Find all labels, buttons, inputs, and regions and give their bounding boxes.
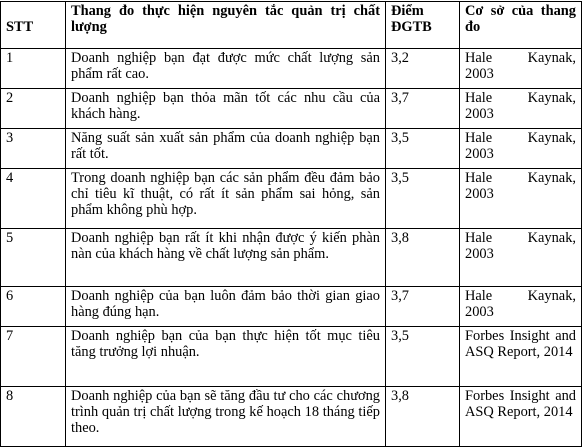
quality-scale-table <box>0 1 582 447</box>
cell-score: 3,5 <box>386 327 460 387</box>
cell-source: Forbes Insight and ASQ Report, 2014 <box>460 387 582 447</box>
cell-source: Hale Kaynak, 2003 <box>460 129 582 169</box>
cell-score: 3,7 <box>386 287 460 327</box>
cell-scale: Trong doanh nghiệp bạn các sản phẩm đều đảm bảo chỉ tiêu kĩ thuật, có rất ít sản phẩm sai hỏng, sản phẩm không phù hợp. <box>66 169 386 229</box>
table-row <box>1 327 582 387</box>
cell-score: 3,8 <box>386 229 460 287</box>
cell-stt: 7 <box>1 327 66 387</box>
cell-scale: Doanh nghiệp của bạn sẽ tăng đầu tư cho các chương trình quản trị chất lượng trong kế hoạch 18 tháng tiếp theo. <box>66 387 386 447</box>
cell-source: Hale Kaynak, 2003 <box>460 89 582 129</box>
table-row <box>1 387 582 447</box>
cell-stt: 2 <box>1 89 66 129</box>
header-source: Cơ sở của thang đo <box>460 2 582 49</box>
cell-source: Hale Kaynak, 2003 <box>460 49 582 89</box>
cell-stt: 8 <box>1 387 66 447</box>
cell-source: Hale Kaynak, 2003 <box>460 287 582 327</box>
cell-scale: Doanh nghiệp bạn của bạn thực hiện tốt mục tiêu tăng trưởng lợi nhuận. <box>66 327 386 387</box>
cell-stt: 4 <box>1 169 66 229</box>
table-row <box>1 229 582 287</box>
cell-source: Hale Kaynak, 2003 <box>460 169 582 229</box>
header-score: Điểm ĐGTB <box>386 2 460 49</box>
cell-scale: Doanh nghiệp bạn thỏa mãn tốt các nhu cầu của khách hàng. <box>66 89 386 129</box>
cell-stt: 5 <box>1 229 66 287</box>
table-header-row <box>1 2 582 49</box>
cell-stt: 6 <box>1 287 66 327</box>
table-row <box>1 287 582 327</box>
cell-stt: 1 <box>1 49 66 89</box>
cell-scale: Doanh nghiệp bạn rất ít khi nhận được ý kiến phàn nàn của khách hàng về chất lượng sản phẩm. <box>66 229 386 287</box>
cell-score: 3,5 <box>386 129 460 169</box>
cell-source: Forbes Insight and ASQ Report, 2014 <box>460 327 582 387</box>
header-stt: STT <box>1 2 66 49</box>
cell-scale: Doanh nghiệp bạn đạt được mức chất lượng sản phẩm rất cao. <box>66 49 386 89</box>
table-row <box>1 169 582 229</box>
cell-score: 3,7 <box>386 89 460 129</box>
cell-score: 3,2 <box>386 49 460 89</box>
cell-source: Hale Kaynak, 2003 <box>460 229 582 287</box>
cell-scale: Năng suất sản xuất sản phẩm của doanh nghiệp bạn rất tốt. <box>66 129 386 169</box>
cell-score: 3,8 <box>386 387 460 447</box>
table-row <box>1 49 582 89</box>
cell-stt: 3 <box>1 129 66 169</box>
cell-score: 3,5 <box>386 169 460 229</box>
header-scale: Thang đo thực hiện nguyên tắc quản trị chất lượng <box>66 2 386 49</box>
table-row <box>1 89 582 129</box>
table-row <box>1 129 582 169</box>
cell-scale: Doanh nghiệp của bạn luôn đảm bảo thời gian giao hàng đúng hạn. <box>66 287 386 327</box>
